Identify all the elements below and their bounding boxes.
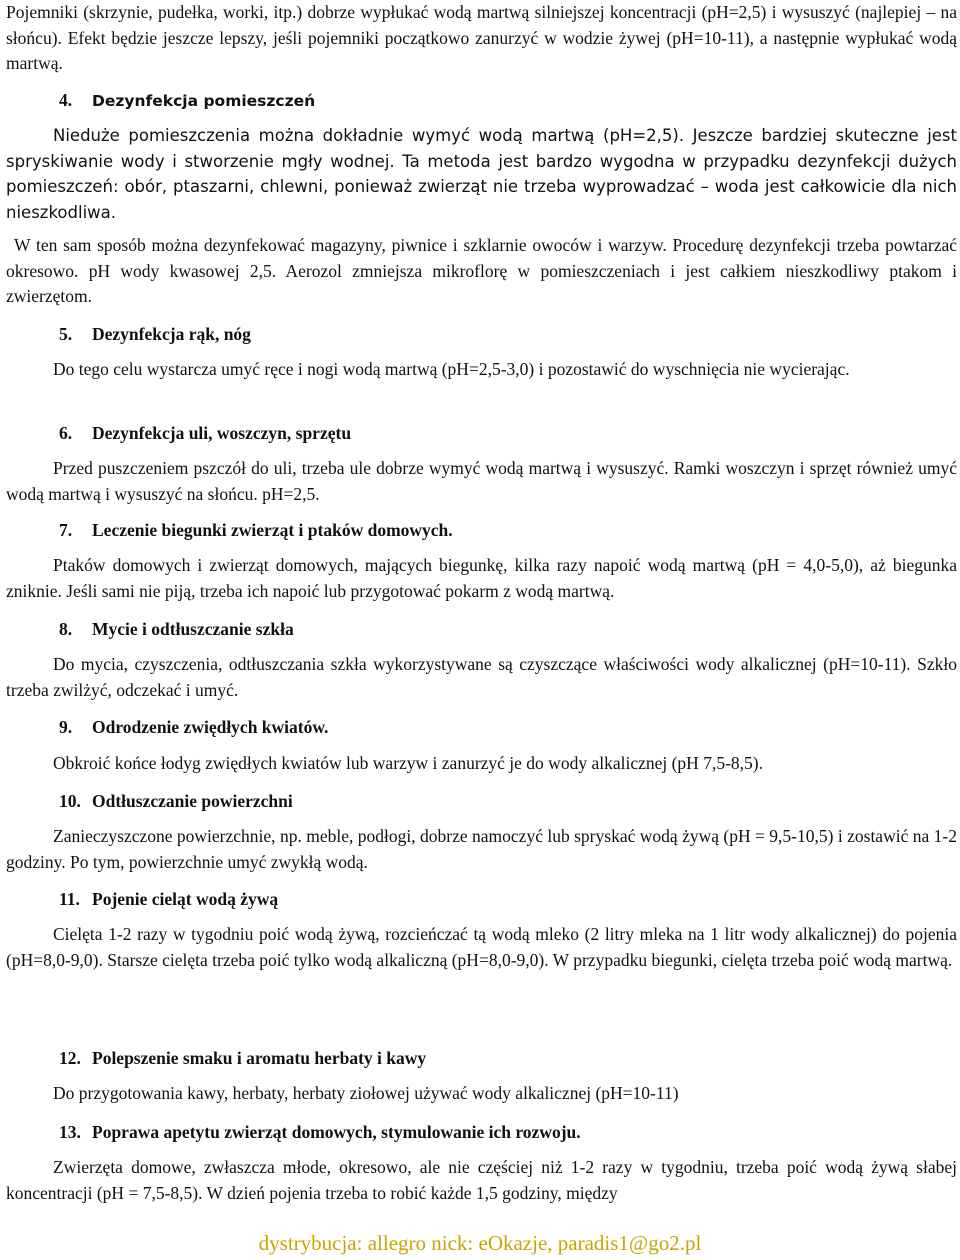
section-heading-4: [59, 88, 315, 115]
section-heading-5: [59, 322, 251, 348]
section-paragraph: Do tego celu wystarcza umyć ręce i nogi wodą martwą (pH=2,5-3,0) i pozostawić do wyschnięcia nie wycierając.: [53, 359, 850, 379]
section-title: Mycie i odtłuszczanie szkła: [92, 619, 294, 639]
section-title: Poprawa apetytu zwierząt domowych, stymulowanie ich rozwoju.: [92, 1122, 581, 1142]
section-title: Dezynfekcja rąk, nóg: [92, 324, 251, 344]
section-heading-13: [59, 1120, 581, 1146]
section-paragraph: Zwierzęta domowe, zwłaszcza młode, okresowo, ale nie częściej niż 1-2 razy w tygodniu, trzeba poić wodą żywą słabej koncentracji (pH = 7,5-8,5). W dzień pojenia trzeba to robić każde 1,5 godziny, między: [6, 1157, 957, 1203]
section-number: 7.: [59, 520, 73, 540]
section-paragraph: Obkroić końce łodyg zwiędłych kwiatów lub warzyw i zanurzyć je do wody alkalicznej (pH 7,5-8,5).: [53, 753, 763, 773]
section-number: 5.: [59, 324, 73, 344]
section-paragraph: Ptaków domowych i zwierząt domowych, mających biegunkę, kilka razy napoić wodą martwą (pH = 4,0-5,0), aż biegunka zniknie. Jeśli sami nie piją, trzeba ich napoić lub przygotować pokarm z wodą martwą.: [6, 555, 957, 601]
section-number: 9.: [59, 717, 73, 737]
section-paragraph: Do przygotowania kawy, herbaty, herbaty ziołowej używać wody alkalicznej (pH=10-11): [53, 1083, 679, 1103]
section-heading-12: [59, 1046, 426, 1072]
section-number: 12.: [59, 1048, 81, 1068]
section-title: Leczenie biegunki zwierząt i ptaków domowych.: [92, 520, 453, 540]
section-number: 10.: [59, 791, 81, 811]
section-paragraph: Nieduże pomieszczenia można dokładnie wymyć wodą martwą (pH=2,5). Jeszcze bardziej skuteczne jest spryskiwanie wody i stworzenie mgły wodnej. Ta metoda jest bardzo wygodna w przypadku dezynfekcji dużych pomieszczeń: obór, ptaszarni, chlewni, ponieważ zwierząt nie trzeba wyprowadzać – woda jest całkowicie dla nich nieszkodliwa.: [6, 126, 957, 222]
footer-distribution-note: dystrybucja: allegro nick: eOkazje, paradis1@go2.pl: [258, 1231, 702, 1255]
section-paragraph: Przed puszczeniem pszczół do uli, trzeba ule dobrze wymyć wodą martwą i wysuszyć. Ramki woszczyn i sprzęt również umyć wodą martwą i wysuszyć na słońcu. pH=2,5.: [6, 458, 957, 504]
section-title: Polepszenie smaku i aromatu herbaty i kawy: [92, 1048, 427, 1068]
intro-paragraph: Pojemniki (skrzynie, pudełka, worki, itp.) dobrze wypłukać wodą martwą silniejszej koncentracji (pH=2,5) i wysuszyć (najlepiej – na słońcu). Efekt będzie jeszcze lepszy, jeśli pojemniki początkowo zanurzyć w wodzie żywej (pH=10-11), a następnie wypłukać wodą martwą.: [6, 2, 957, 73]
section-paragraph: Zanieczyszczone powierzchnie, np. meble, podłogi, dobrze namoczyć lub spryskać wodą żywą (pH = 9,5-10,5) i zostawić na 1-2 godziny. Po tym, powierzchnie umyć zwykłą wodą.: [6, 826, 957, 872]
section-paragraph: Do mycia, czyszczenia, odtłuszczania szkła wykorzystywane są czyszczące właściwości wody alkalicznej (pH=10-11). Szkło trzeba zwilżyć, odczekać i umyć.: [6, 654, 957, 700]
section-number: 13.: [59, 1122, 81, 1142]
section-heading-11: [59, 887, 278, 913]
section-number: 6.: [59, 423, 73, 443]
section-heading-6: [59, 421, 351, 447]
section-number: 11.: [59, 889, 80, 909]
section-paragraph: W ten sam sposób można dezynfekować magazyny, piwnice i szklarnie owoców i warzyw. Procedurę dezynfekcji trzeba powtarzać okresowo. pH wody kwasowej 2,5. Aerozol zmniejsza mikroflorę w pomieszczeniach i jest całkiem nieszkodliwy ptakom i zwierzętom.: [6, 235, 957, 306]
section-title: Pojenie cieląt wodą żywą: [92, 889, 279, 909]
section-title: Odtłuszczanie powierzchni: [92, 791, 293, 811]
section-heading-9: [59, 715, 328, 741]
section-title: Dezynfekcja uli, woszczyn, sprzętu: [92, 423, 352, 443]
section-heading-8: [59, 617, 294, 643]
section-number: 8.: [59, 619, 73, 639]
section-title: Odrodzenie zwiędłych kwiatów.: [92, 717, 329, 737]
section-number: 4.: [59, 90, 73, 110]
section-paragraph: Cielęta 1-2 razy w tygodniu poić wodą żywą, rozcieńczać tą wodą mleko (2 litry mleka na 1 litr wody alkalicznej) do pojenia (pH=8,0-9,0). Starsze cielęta trzeba poić tylko wodą alkaliczną (pH=8,0-9,0). W przypadku biegunki, cielęta trzeba poić wodą martwą.: [6, 924, 957, 970]
section-title: Dezynfekcja pomieszczeń: [92, 92, 316, 110]
section-heading-10: [59, 789, 293, 815]
section-heading-7: [59, 518, 453, 544]
